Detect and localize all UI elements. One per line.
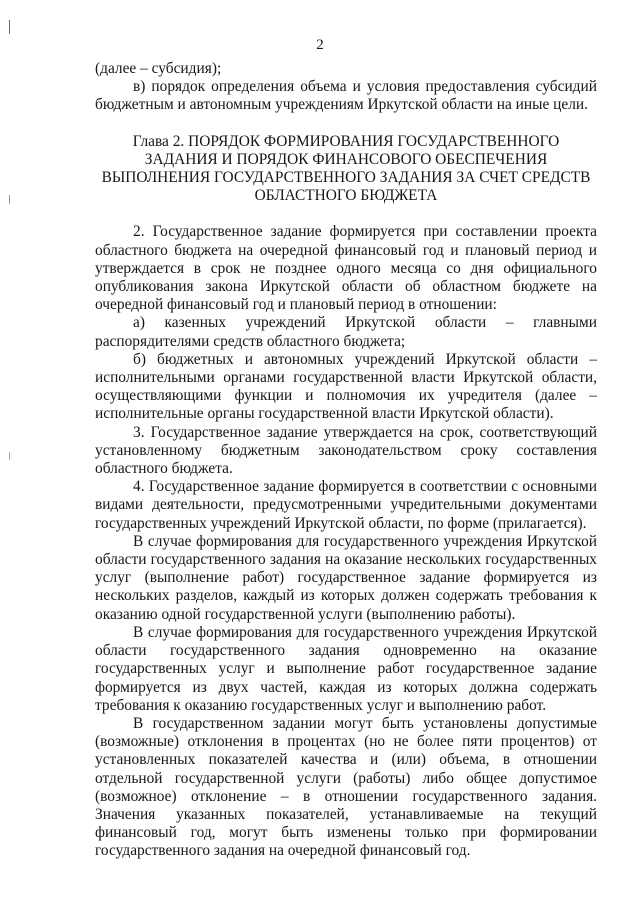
chapter-heading: Глава 2. ПОРЯДОК ФОРМИРОВАНИЯ ГОСУДАРСТВЕННОГО ЗАДАНИЯ И ПОРЯДОК ФИНАНСОВОГО ОБЕСПЕЧЕНИЯ ВЫПОЛНЕНИЯ ГОСУДАРСТВЕННОГО ЗАДАНИЯ ЗА СЧЕТ СРЕДСТВ ОБЛАСТНОГО БЮДЖЕТА	[101, 132, 591, 205]
paragraph: В случае формирования для государственного учреждения Иркутской области государственного задания на оказание нескольких государственных услуг (выполнение работ) государственное задание формируется из нескольких разделов, каждый из которых должен содержать требования к оказанию одной государственной услуги (выполнению работы).	[95, 532, 597, 623]
paragraph: 2. Государственное задание формируется при составлении проекта областного бюджета на очередной финансовый год и плановый период и утверждается в срок не позднее одного месяца со дня официального опубликования закона Иркутской области об областном бюджете на очередной финансовый год и плановый период в отношении:	[95, 223, 597, 314]
page-number: 2	[316, 37, 324, 53]
paragraph: В государственном задании могут быть установлены допустимые (возможные) отклонения в процентах (но не более пяти процентов) от установленных показателей качества и (или) объема, в отношении отдельной государственной услуги (работы) либо общее допустимое (возможное) отклонение – в отношении государственного задания. Значения указанных показателей, устанавливаемые на текущий финансовый год, могут быть изменены только при формировании государственного задания на очередной финансовый год.	[95, 714, 597, 860]
paragraph: б) бюджетных и автономных учреждений Иркутской области – исполнительными органами государственной власти Иркутской области, осуществляющими функции и полномочия их учредителя (далее – исполнительные органы государственной власти Иркутской области).	[95, 350, 597, 423]
paragraph: а) казенных учреждений Иркутской области – главными распорядителями средств областного бюджета;	[95, 314, 597, 350]
scan-edge-mark	[9, 195, 10, 204]
paragraph: 4. Государственное задание формируется в соответствии с основными видами деятельности, предусмотренными учредительными документами государственных учреждений Иркутской области, по форме (прилагается).	[95, 478, 597, 532]
paragraph: в) порядок определения объема и условия предоставления субсидий бюджетным и автономным учреждениям Иркутской области на иные цели.	[95, 78, 597, 114]
scan-edge-mark	[9, 20, 10, 34]
document-body	[95, 60, 597, 861]
scan-edge-mark	[9, 452, 10, 460]
paragraph: 3. Государственное задание утверждается на срок, соответствующий установленному бюджетным законодательством сроку составления областного бюджета.	[95, 423, 597, 478]
paragraph: (далее – субсидия);	[95, 60, 222, 77]
paragraph: В случае формирования для государственного учреждения Иркутской области государственного задания одновременно на оказание государственных услуг и выполнение работ государственное задание формируется из двух частей, каждая из которых должна содержать требования к оказанию государственных услуг и выполнению работ.	[95, 623, 597, 714]
